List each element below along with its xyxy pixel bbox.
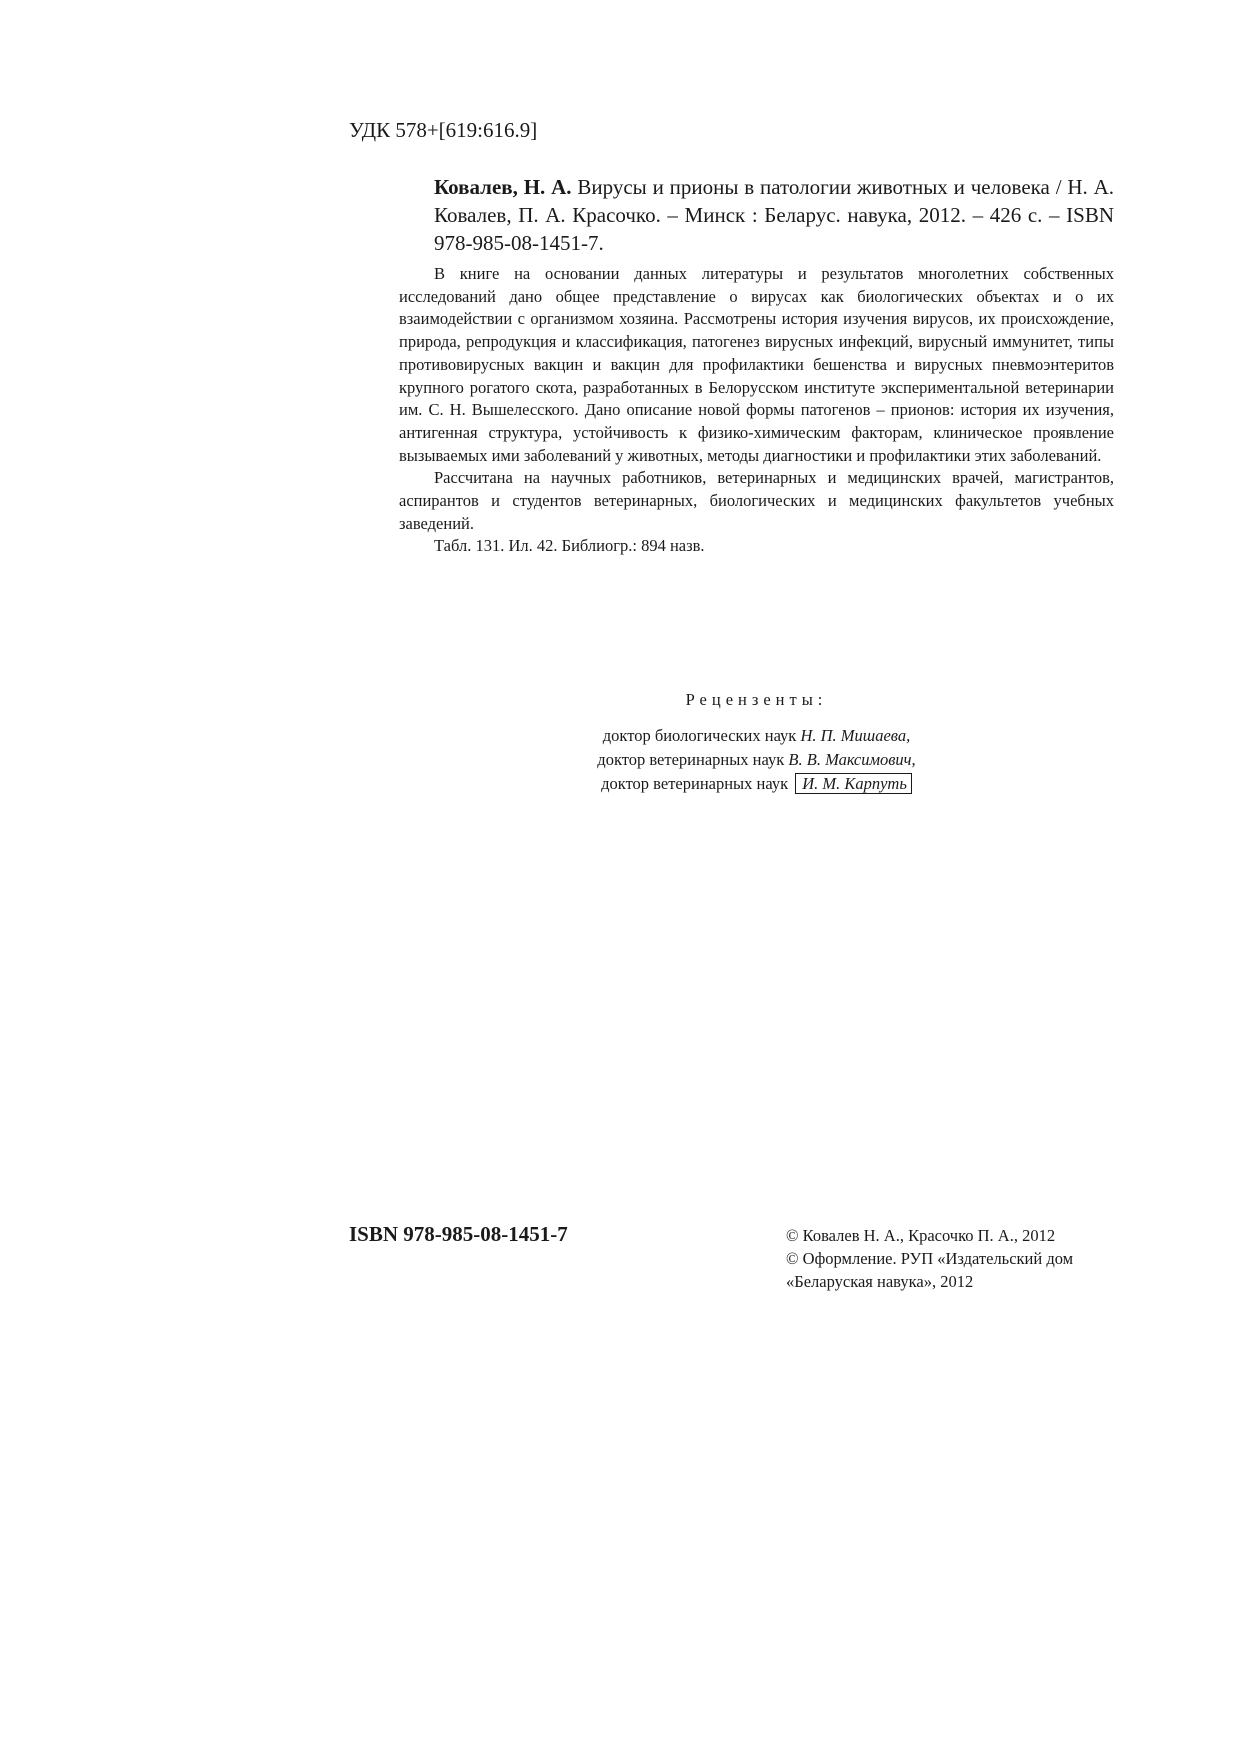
reviewer-degree: доктор ветеринарных наук <box>601 774 789 793</box>
abstract <box>399 263 1114 558</box>
bibliographic-text: Вирусы и прионы в патологии животных и человека / Н. А. Ковалев, П. А. Красочко. – Минск : Беларус. навука, 2012. – 426 с. – ISBN 978-985-08-1451-7. <box>434 175 1114 255</box>
isbn: ISBN 978-985-08-1451-7 <box>349 1222 568 1246</box>
audience-paragraph: Рассчитана на научных работников, ветеринарных и медицинских врачей, магистрантов, аспирантов и студентов ветеринарных, биологических и медицинских факультетов учебных заведений. <box>399 468 1114 533</box>
reviewer-degree: доктор биологических наук <box>602 726 797 745</box>
bibliographic-record <box>434 173 1114 257</box>
reviewer-item <box>399 724 1114 748</box>
copyright-block <box>786 1224 1073 1293</box>
reviewer-name-boxed: И. М. Карпуть <box>795 773 912 794</box>
reviewer-item <box>399 748 1114 772</box>
stats-paragraph: Табл. 131. Ил. 42. Библиогр.: 894 назв. <box>434 536 705 556</box>
reviewers-heading: Рецензенты: <box>685 690 828 709</box>
reviewer-item <box>399 772 1114 796</box>
reviewer-name: Н. П. Мишаева, <box>800 726 911 745</box>
authors: Ковалев, Н. А. <box>434 175 572 199</box>
abstract-paragraph: В книге на основании данных литературы и результатов многолетних собственных исследований дано общее представление о вирусах как биологических объектах и о их взаимодействии с организмом хозяина. Рассмотрены история изучения вирусов, их происхождение, природа, репродукция и классификация, патогенез вирусных инфекций, вирусный иммунитет, типы противовирусных вакцин и вакцин для профилактики бешенства и вирусных пневмоэнтеритов крупного рогатого скота, разработанных в Белорусском институте экспериментальной ветеринарии им. С. Н. Вышелесского. Дано описание новой формы патогенов – прионов: история их изучения, антигенная структура, устойчивость к физико-химическим факторам, клиническое проявление вызываемых ими заболеваний у животных, методы диагностики и профилактики этих заболеваний. <box>399 264 1114 465</box>
copyright-line: © Ковалев Н. А., Красочко П. А., 2012 <box>786 1226 1056 1245</box>
copyright-line: «Беларуская навука», 2012 <box>786 1272 974 1291</box>
reviewer-name: В. В. Максимович, <box>788 750 916 769</box>
reviewer-degree: доктор ветеринарных наук <box>597 750 785 769</box>
reviewers-list <box>399 724 1114 796</box>
copyright-line: © Оформление. РУП «Издательский дом <box>786 1249 1074 1268</box>
udk-code: УДК 578+[619:616.9] <box>349 118 538 142</box>
